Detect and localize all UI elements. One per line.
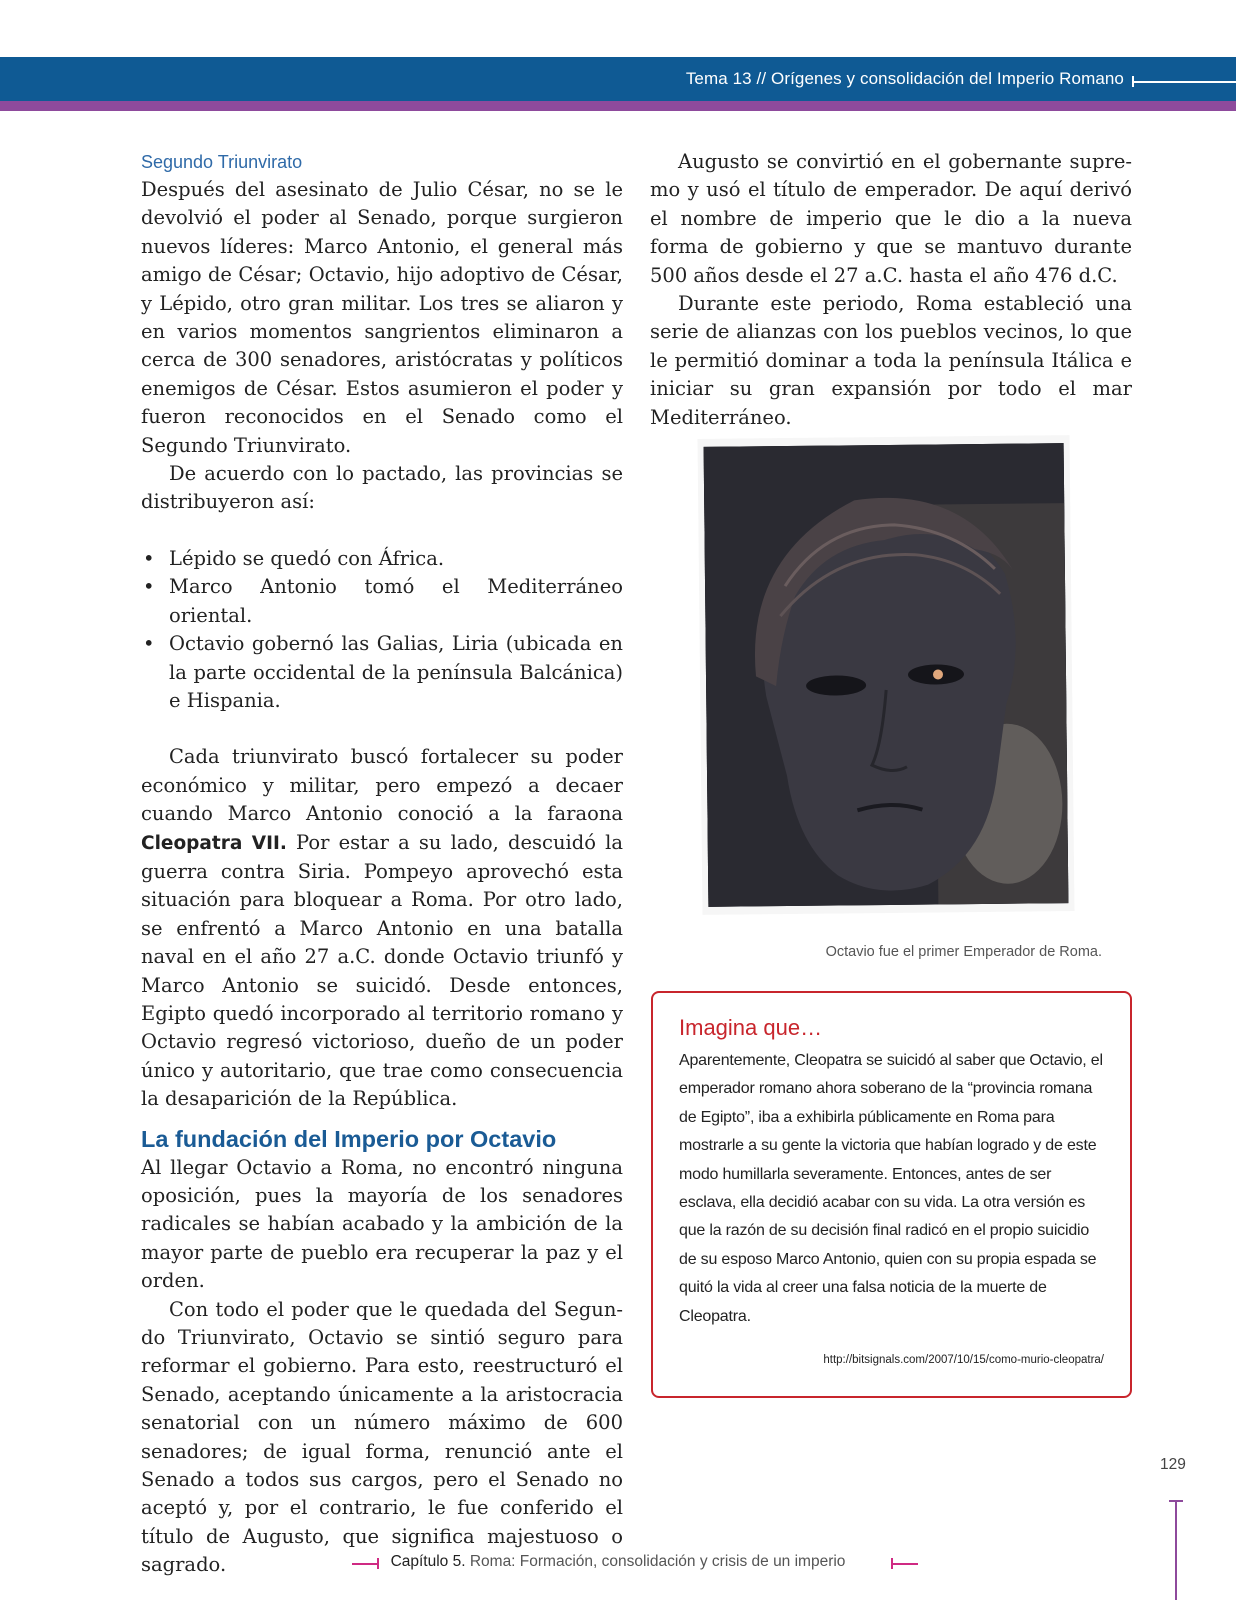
list-item: • Octavio gobernó las Galias, Liria (ubicada en la parte occidental de la península Balcánica) e Hispania. xyxy=(141,630,623,715)
right-column xyxy=(650,148,1132,432)
list-item: • Marco Antonio tomó el Mediterráneo oriental. xyxy=(141,573,623,630)
footer xyxy=(0,1553,1236,1571)
footer-chapter: Capítulo 5. xyxy=(390,1553,466,1570)
side-rule xyxy=(1175,1500,1177,1600)
list-item: • Lépido se quedó con África. xyxy=(141,545,623,573)
bust-illustration xyxy=(704,443,1069,907)
photo-caption: Octavio fue el primer Emperador de Roma. xyxy=(825,944,1102,960)
text-run: Por estar a su lado, descuidó la guerra contra Siria. Pompeyo aprovechó esta situación para bloquear a Roma. Por otro lado, se enfrentó a Marco Antonio en una batalla naval en el año 27 a.C. donde Octavio triunfó y Marco Antonio se suicidó. Desde entonces, Egipto quedó incorporado al territorio romano y Octavio regresó victorioso, dueño de un poder único y autoritario, que trae como consecuencia la desaparición de la República. xyxy=(141,830,624,1111)
paragraph xyxy=(141,743,623,1113)
octavio-bust-photo xyxy=(704,443,1069,907)
paragraph: De acuerdo con lo pactado, las provincias se distribuyeron así: xyxy=(141,462,623,514)
header-rule xyxy=(1133,81,1236,83)
footer-rule-right xyxy=(892,1563,918,1565)
paragraph: Augusto se convirtió en el gobernante supremo y usó el título de emperador. De aquí derivó el nombre de imperio que le dio a la nueva forma de gobierno y que se mantuvo durante 500 años desde el 27 a.C. hasta el año 476 d.C. xyxy=(650,150,1132,287)
footer-title: Roma: Formación, consolidación y crisis de un imperio xyxy=(465,1553,846,1570)
paragraph: Al llegar Octavio a Roma, no encontró ninguna oposición, pues la mayoría de los senadores radicales se habían acabado y la ambición de la mayor parte de pueblo era recuperar la paz y el orden. xyxy=(141,1155,623,1293)
box-title: Imagina que… xyxy=(679,1015,823,1040)
octavio-photo-frame xyxy=(698,435,1075,915)
section-title: La fundación del Imperio por Octavio xyxy=(141,1125,557,1152)
paragraph: Después del asesinato de Julio César, no se le devolvió el poder al Senado, porque surgieron nuevos líderes: Marco Antonio, el general más amigo de César; Octavio, hijo adoptivo de César, y Lépido, otro gran militar. Los tres se aliaron y en varios momentos sangrientos eliminaron a cerca de 300 senadores, aristócratas y políticos enemigos de César. Estos asumieron el poder y fueron reconocidos en el Senado como el Segundo Triunvirato. xyxy=(141,178,623,457)
imagina-que-box xyxy=(651,991,1132,1398)
header-stripe xyxy=(0,101,1236,111)
text-run: Cada triunvirato buscó fortalecer su poder económico y militar, pero empezó a decaer cuando Marco Antonio conoció a la faraona xyxy=(141,745,623,826)
box-text: Aparentemente, Cleopatra se suicidó al saber que Octavio, el emperador romano ahora soberano de la “provincia romana de Egipto”, iba a exhibirla públicamente en Roma para mostrarle a su gente la victoria que habían logrado y de este modo humillarla severamente. Entonces, antes de ser esclava, ella decidió acabar con su vida. La otra versión es que la razón de su decisión final radicó en el propio suicidio de su esposo Marco Antonio, quien con su propia espada se quitó la vida al creer una falsa noticia de la muerte de Cleopatra. xyxy=(679,1052,1103,1325)
page-number: 129 xyxy=(1160,1456,1186,1473)
source-url: http://bitsignals.com/2007/10/15/como-murio-cleopatra/ xyxy=(823,1354,1104,1366)
provinces-list xyxy=(141,545,623,715)
subheading-segundo-triunvirato: Segundo Triunvirato xyxy=(141,152,303,172)
left-column xyxy=(141,148,623,1580)
paragraph: Con todo el poder que le quedada del Segundo Triunvirato, Octavio se sintió seguro para reformar el gobierno. Para esto, reestructuró el Senado, aceptando únicamente a la aristocracia senatorial con un número máximo de 600 senadores; de igual forma, renunció ante el Senado a todos sus cargos, pero el Senado no aceptó y, por el contrario, le fue conferido el título de Augusto, que significa majestuoso o sagrado. xyxy=(141,1297,623,1577)
header-title: Tema 13 // Orígenes y consolidación del Imperio Romano xyxy=(685,69,1124,88)
bold-term-cleopatra: Cleopatra VII. xyxy=(141,832,287,854)
paragraph: Durante este periodo, Roma estableció una serie de alianzas con los pueblos vecinos, lo que le permitió dominar a toda la península Itálica e iniciar su gran expansión por todo el mar Mediterráneo. xyxy=(650,292,1132,429)
